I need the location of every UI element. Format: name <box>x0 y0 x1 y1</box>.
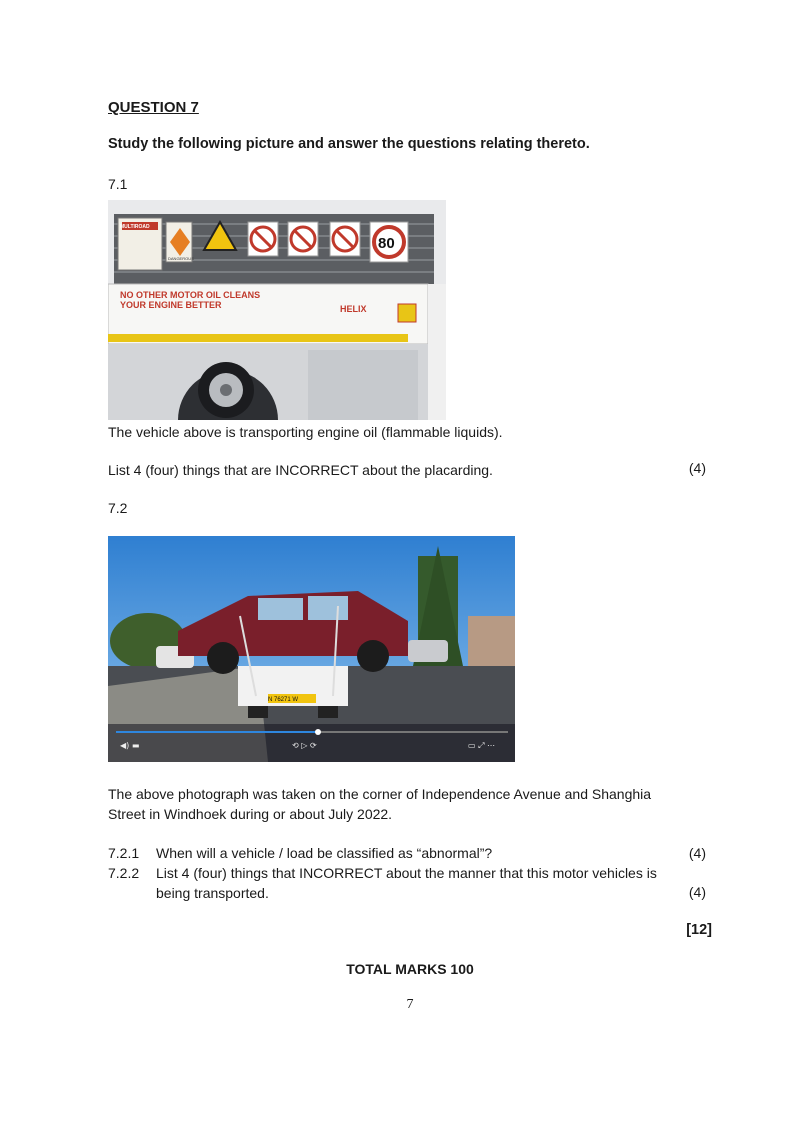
svg-text:MULTIROAD: MULTIROAD <box>120 224 150 230</box>
subquestion-number-7-2: 7.2 <box>108 500 128 516</box>
q71-question-text: List 4 (four) things that are INCORRECT about the placarding. <box>108 462 493 478</box>
speed-limit-80-text: 80 <box>378 235 395 252</box>
question-instruction: Study the following picture and answer the questions relating thereto. <box>108 136 590 152</box>
truck-illustration <box>108 200 446 420</box>
q72-description-line1: The above photograph was taken on the corner of Independence Avenue and Shanghia <box>108 786 652 802</box>
q722-text-line1: List 4 (four) things that INCORRECT about the manner that this motor vehicles is <box>156 865 657 881</box>
svg-text:▭ ⤢ ⋯: ▭ ⤢ ⋯ <box>468 741 496 750</box>
q721-number: 7.2.1 <box>108 845 140 861</box>
svg-text:◀) ▬: ◀) ▬ <box>120 741 140 750</box>
total-marks: TOTAL MARKS 100 <box>346 961 474 977</box>
license-plate-text: N 76271 W <box>268 697 299 703</box>
q71-marks: (4) <box>688 460 706 476</box>
q71-caption: The vehicle above is transporting engine oil (flammable liquids). <box>108 424 503 440</box>
q722-number: 7.2.2 <box>108 865 140 881</box>
q722-marks: (4) <box>688 884 706 900</box>
q721-marks: (4) <box>688 845 706 861</box>
q72-description-line2: Street in Windhoek during or about July 2022. <box>108 806 393 822</box>
q721-text: When will a vehicle / load be classified as “abnormal”? <box>156 845 493 861</box>
towed-car-illustration <box>108 536 515 762</box>
towed-car-photo <box>108 536 515 762</box>
section-total: [12] <box>686 922 712 938</box>
bin-slogan-line1: NO OTHER MOTOR OIL CLEANS <box>120 290 261 300</box>
dangerous-placard-text: DANGEROUS <box>168 256 194 261</box>
subquestion-number-7-1: 7.1 <box>108 176 128 192</box>
q722-text-line2: being transported. <box>156 885 269 901</box>
page-number: 7 <box>406 997 414 1012</box>
truck-placard-photo <box>108 200 446 420</box>
question-heading: QUESTION 7 <box>108 99 199 116</box>
svg-text:⟲ ▷ ⟳: ⟲ ▷ ⟳ <box>292 741 317 750</box>
helix-brand-text: HELIX <box>340 304 367 314</box>
bin-slogan-line2: YOUR ENGINE BETTER <box>120 300 222 310</box>
